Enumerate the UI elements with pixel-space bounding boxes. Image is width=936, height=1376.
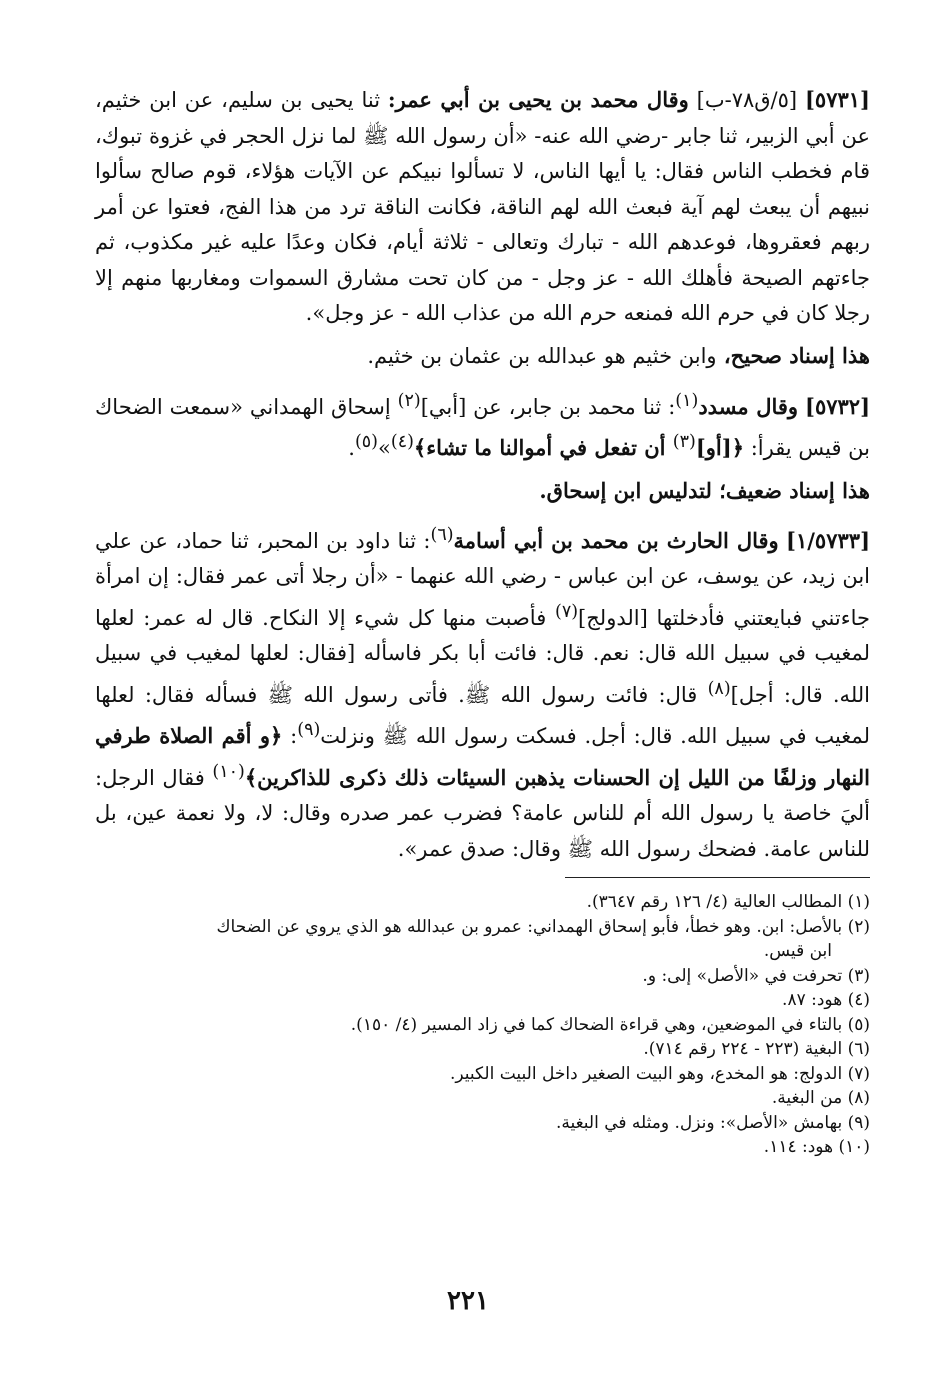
quran-quote: ﴿و أقم الصلاة طرفي النهار وزلفًا من الليل إن الحسنات يذهبن السيئات ذلك ذكرى للذاكرين﴾ bbox=[95, 723, 870, 790]
footnote-10: (١٠) هود: ١١٤. bbox=[763, 1137, 870, 1157]
footnote-4: (٤) هود: ٨٧. bbox=[782, 990, 870, 1010]
hadith-5732 bbox=[95, 384, 870, 467]
hadith-text: : ثنا محمد بن جابر، عن [أبي] bbox=[420, 394, 676, 419]
hadith-chain-head: وقال الحارث بن محمد بن أبي أسامة bbox=[453, 527, 779, 553]
hadith-text: فقال الرجل: أليَ خاصة يا رسول الله أم للناس عامة؟ فضرب عمر صدره وقال: لا، ولا نعمة عين، بل للناس عامة. فضحك رسول الله ﷺ وقال: صدق عمر». bbox=[95, 765, 870, 861]
footnotes bbox=[95, 890, 870, 1160]
footnote-ref: (٦) bbox=[430, 524, 454, 545]
footnote-ref: (١٠) bbox=[212, 761, 245, 782]
grading-5732 bbox=[95, 473, 870, 508]
grading-rest: وابن خثيم هو عبدالله بن عثمان بن خثيم. bbox=[367, 343, 717, 368]
footnote-ref: (٤) bbox=[390, 432, 414, 452]
footnote-ref: (٣) bbox=[672, 432, 696, 452]
hadith-text: قال: فائت رسول الله ﷺ. فأتى رسول الله ﷺ فسأله فقال: لعلها لمغيب في سبيل الله. قال: أجل. فسكت رسول الله ﷺ ونزلت bbox=[95, 682, 870, 748]
footnote-3: (٣) تحرفت في «الأصل» إلى: و. bbox=[642, 965, 870, 986]
footnote-2: (٢) بالأصل: ابن. وهو خطأ، فأبو إسحاق الهمداني: عمرو بن عبدالله هو الذي يروي عن الضحاك bbox=[216, 916, 870, 937]
hadith-text: ثنا يحيى بن سليم، عن ابن خثيم، عن أبي الزبير، ثنا جابر -رضي الله عنه- «أن رسول الله ﷺ لما نزل الحجر في غزوة تبوك، قام فخطب الناس فقال: يا أيها الناس، لا تسألوا نبيكم عن الآيات هؤلاء، قوم صالح سألوا نبيهم أن يبعث لهم آية فبعث الله لهم الناقة، فكانت الناقة ترد من هذا الفج، فعتوا عن أمر ربهم فعقروها، فوعدهم الله - تبارك وتعالى - ثلاثة أيام، فكان وعدًا عليه غير مكذوب، ثم جاءتهم الصيحة فأهلك الله - عز وجل - من كان تحت مشارق السموات ومغاربها منهم إلا رجلا كان في حرم الله فمنعه حرم الله من عذاب الله - عز وجل». bbox=[95, 88, 870, 325]
hadith-text: » bbox=[378, 436, 391, 460]
quran-quote: ﴿[أو] bbox=[695, 435, 745, 460]
hadith-number: [٥٧٣١] bbox=[804, 87, 870, 112]
grading-5731 bbox=[95, 338, 870, 374]
hadith-text: فأصبت منها كل شيء إلا النكاح. قال له عمر: لعلها لمغيب في سبيل الله قال: نعم. قال: فائت أبا بكر فاسأله [فقال: لعلها لمغيب في سبيل الله. قال: أجل] bbox=[95, 605, 871, 707]
hadith-text: : bbox=[282, 724, 298, 748]
grading-bold: هذا إسناد صحيح، bbox=[723, 342, 870, 368]
footnote-ref: (٧) bbox=[554, 601, 579, 622]
footnote-7: (٧) الدولج: هو المخدع، وهو البيت الصغير داخل البيت الكبير. bbox=[449, 1063, 870, 1084]
footnote-1: (١) المطالب العالية (٤/ ١٢٦ رقم ٣٦٤٧). bbox=[586, 892, 870, 912]
footnote-ref: (٥) bbox=[354, 432, 378, 452]
quran-quote: أن تفعل في أموالنا ما تشاء﴾ bbox=[413, 435, 673, 460]
hadith-number: [٥٧٣٢] bbox=[805, 393, 870, 419]
footnote-6: (٦) البغية (٢٢٣ - ٢٢٤ رقم ٧١٤). bbox=[643, 1039, 870, 1059]
footnote-divider bbox=[565, 877, 870, 878]
hadith-chain-head: وقال مسدد bbox=[698, 393, 799, 419]
page-body bbox=[95, 82, 870, 1362]
page-number: ٢٢١ bbox=[447, 1286, 489, 1316]
grading-bold: هذا إسناد ضعيف؛ لتدليس ابن إسحاق. bbox=[539, 477, 870, 503]
hadith-text: : ثنا داود بن المحبر، ثنا حماد، عن علي ابن زيد، عن يوسف، عن ابن عباس - رضي الله عنهما - «أن رجلا أتى عمر فقال: إن امرأة جاءتني فبايعتني فأدخلتها [الدولج] bbox=[95, 528, 870, 630]
footnote-ref: (٨) bbox=[707, 678, 731, 699]
hadith-text: إسحاق الهمداني «سمعت الضحاك بن قيس يقرأ: bbox=[95, 394, 870, 460]
footnote-5: (٥) بالتاء في الموضعين، وهي قراءة الضحاك كما في زاد المسير (٤/ ١٥٠). bbox=[350, 1014, 870, 1035]
footnote-ref: (١) bbox=[675, 390, 699, 411]
footnote-9: (٩) بهامش «الأصل»: ونزل. ومثله في البغية. bbox=[555, 1112, 870, 1133]
manuscript-ref: [٥/ق٧٨-ب] bbox=[696, 88, 798, 112]
footnote-8: (٨) من البغية. bbox=[771, 1088, 870, 1108]
footnote-ref: (٩) bbox=[297, 720, 321, 740]
hadith-text: . bbox=[348, 436, 355, 460]
footnote-ref: (٢) bbox=[397, 390, 421, 411]
hadith-chain-head: وقال محمد بن يحيى بن أبي عمر: bbox=[387, 87, 689, 112]
hadith-5733 bbox=[95, 518, 870, 868]
hadith-5731 bbox=[95, 82, 870, 332]
footnote-2-cont: ابن قيس. bbox=[763, 941, 832, 961]
hadith-number: [١/٥٧٣٣] bbox=[786, 527, 870, 553]
